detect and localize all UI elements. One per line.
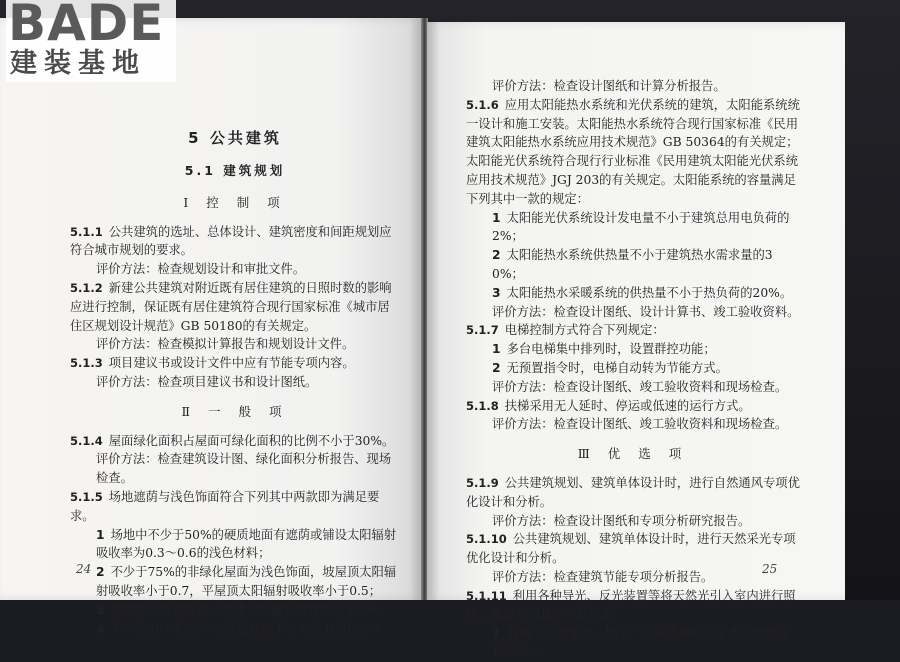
clause bbox=[70, 354, 400, 373]
clause-number: 5.1.4 bbox=[70, 433, 103, 448]
list-item bbox=[466, 340, 800, 359]
item-text: 太阳能热水采暖系统的供热量不小于热负荷的20%。 bbox=[506, 285, 793, 300]
clause-text: 利用各种导光、反光装置等将天然光引入室内进行照明，满足下列其中一款规定： bbox=[466, 588, 796, 622]
list-item bbox=[466, 359, 800, 378]
item-text: 不少于75%的非绿化屋面为浅色饰面，坡屋顶太阳辐射吸收率小于0.7，平屋顶太阳辐射吸收率小于0.5； bbox=[96, 565, 397, 598]
clause-text: 项目建议书或设计文件中应有节能专项内容。 bbox=[108, 356, 355, 371]
clause-number: 5.1.1 bbox=[70, 224, 103, 239]
item-text: 建筑外墙浅色饰面，墙体太阳辐射吸收率小于0.6； bbox=[110, 602, 389, 617]
item-number: 3 bbox=[96, 602, 105, 617]
clause bbox=[466, 530, 800, 568]
clause-number: 5.1.11 bbox=[466, 588, 507, 603]
watermark-latin-text: BADE bbox=[8, 0, 165, 52]
watermark-logo bbox=[6, 0, 176, 82]
item-number: 1 bbox=[492, 626, 501, 641]
clause-text: 公共建筑的选址、总体设计、建筑密度和间距规划应符合城市规划的要求。 bbox=[70, 224, 392, 258]
item-number: 2 bbox=[492, 360, 501, 375]
clause-number: 5.1.6 bbox=[466, 97, 499, 112]
clause bbox=[466, 587, 800, 625]
evaluation-method: 评价方法：检查设计图纸和专项分析研究报告。 bbox=[492, 513, 751, 528]
clause bbox=[466, 321, 800, 340]
left-page-text bbox=[70, 128, 400, 638]
list-item bbox=[466, 209, 800, 247]
clause-text: 公共建筑规划、建筑单体设计时，进行自然通风专项优化设计和分析。 bbox=[466, 475, 800, 509]
clause bbox=[466, 96, 800, 209]
evaluation-method: 评价方法：检查设计图纸和计算分析报告。 bbox=[492, 79, 726, 93]
list-item bbox=[466, 246, 800, 284]
clause-text: 应用太阳能热水系统和光伏系统的建筑，太阳能系统统一设计和施工安装。太阳能热水系统符合现行国家标准《民用建筑太阳能热水系统应用技术规范》GB 50364的有关规定；太阳能光伏系统符合现行行业标准《民用建筑太阳能光伏系统应用技术规范》JGJ 203的有关规定。太阳能系统的容量满足下列其中一款的规定： bbox=[466, 97, 800, 206]
clause bbox=[466, 397, 800, 416]
chapter-title: 5 公共建筑 bbox=[188, 129, 282, 147]
clause-text: 新建公共建筑对附近既有居住建筑的日照时数的影响应进行控制，保证既有居住建筑符合现行国家标准《城市居住区规划设计规范》GB 50180的有关规定。 bbox=[70, 280, 392, 333]
evaluation-method: 评价方法：检查项目建议书和设计图纸。 bbox=[96, 374, 318, 389]
item-text: 有地下室的建筑，地下一层采光面积大于本层建筑面积的5%； bbox=[492, 626, 790, 660]
list-item bbox=[70, 526, 400, 564]
clause bbox=[70, 432, 400, 451]
evaluation-method: 评价方法：检查设计图纸、竣工验收资料和现场检查。 bbox=[492, 379, 788, 394]
item-number: 4 bbox=[96, 621, 105, 636]
watermark-cjk-text: 建装基地 bbox=[10, 48, 146, 79]
evaluation-method: 评价方法：检查设计图纸、竣工验收资料和现场检查。 bbox=[492, 417, 788, 432]
clause-text: 公共建筑规划、建筑单体设计时，进行天然采光专项优化设计和分析。 bbox=[466, 532, 796, 566]
item-text: 太阳能热水系统供热量不小于建筑热水需求量的30%； bbox=[492, 248, 773, 281]
evaluation-method: 评价方法：检查模拟计算报告和规划设计文件。 bbox=[96, 337, 355, 352]
clause-number: 5.1.7 bbox=[466, 323, 499, 338]
clause-number: 5.1.10 bbox=[466, 532, 507, 547]
clause-number: 5.1.5 bbox=[70, 489, 103, 504]
section-title: 5.1 建筑规划 bbox=[184, 163, 286, 178]
list-item bbox=[466, 624, 800, 662]
clause bbox=[70, 488, 400, 526]
clause-number: 5.1.8 bbox=[466, 398, 499, 413]
item-number: 2 bbox=[96, 565, 105, 580]
item-number: 1 bbox=[492, 342, 501, 357]
list-item bbox=[70, 563, 400, 601]
evaluation-method: 评价方法：检查规划设计和审批文件。 bbox=[96, 262, 306, 277]
clause-text: 扶梯采用无人延时、停运或低速的运行方式。 bbox=[504, 398, 751, 413]
evaluation-method: 评价方法：检查设计图纸、设计计算书、竣工验收资料。 bbox=[492, 304, 800, 319]
right-page-text bbox=[466, 77, 800, 662]
subsection-title-control: Ⅰ 控 制 项 bbox=[183, 194, 287, 210]
clause bbox=[466, 474, 800, 512]
page-number-right: 25 bbox=[762, 562, 778, 576]
clause bbox=[70, 279, 400, 335]
item-text: 太阳能光伏系统设计发电量不小于建筑总用电负荷的2%； bbox=[492, 210, 790, 244]
evaluation-method: 评价方法：检查建筑节能专项分析报告。 bbox=[492, 569, 714, 584]
clause bbox=[70, 223, 400, 261]
item-text: 多台电梯集中排列时，设置群控功能； bbox=[506, 342, 716, 357]
list-item bbox=[70, 620, 400, 639]
subsection-title-optional: Ⅲ 优 选 项 bbox=[577, 446, 689, 462]
item-number: 1 bbox=[96, 527, 105, 542]
clause-text: 屋面绿化面积占屋面可绿化面积的比例不小于30%。 bbox=[108, 433, 395, 448]
subsection-title-general: Ⅱ 一 般 项 bbox=[181, 403, 289, 419]
clause-text: 电梯控制方式符合下列规定： bbox=[504, 323, 665, 338]
item-number: 1 bbox=[492, 210, 501, 225]
clause-text: 场地遮荫与浅色饰面符合下列其中两款即为满足要求。 bbox=[70, 489, 380, 523]
list-item bbox=[466, 284, 800, 303]
list-item bbox=[70, 601, 400, 620]
item-number: 3 bbox=[492, 285, 501, 300]
item-number: 2 bbox=[492, 248, 501, 263]
page-number-left: 24 bbox=[76, 562, 92, 576]
clause-number: 5.1.3 bbox=[70, 356, 103, 371]
item-text: 无预置指令时，电梯自动转为节能方式。 bbox=[506, 360, 728, 375]
clause-number: 5.1.9 bbox=[466, 475, 499, 490]
item-text: 不少于50%的停车位设置在地下车库或有顶停车库。 bbox=[110, 621, 397, 636]
evaluation-method: 评价方法：检查建筑设计图、绿化面积分析报告、现场检查。 bbox=[96, 452, 392, 486]
clause-number: 5.1.2 bbox=[70, 280, 103, 295]
item-text: 场地中不少于50%的硬质地面有遮荫或铺设太阳辐射吸收率为0.3～0.6的浅色材料； bbox=[96, 527, 397, 561]
